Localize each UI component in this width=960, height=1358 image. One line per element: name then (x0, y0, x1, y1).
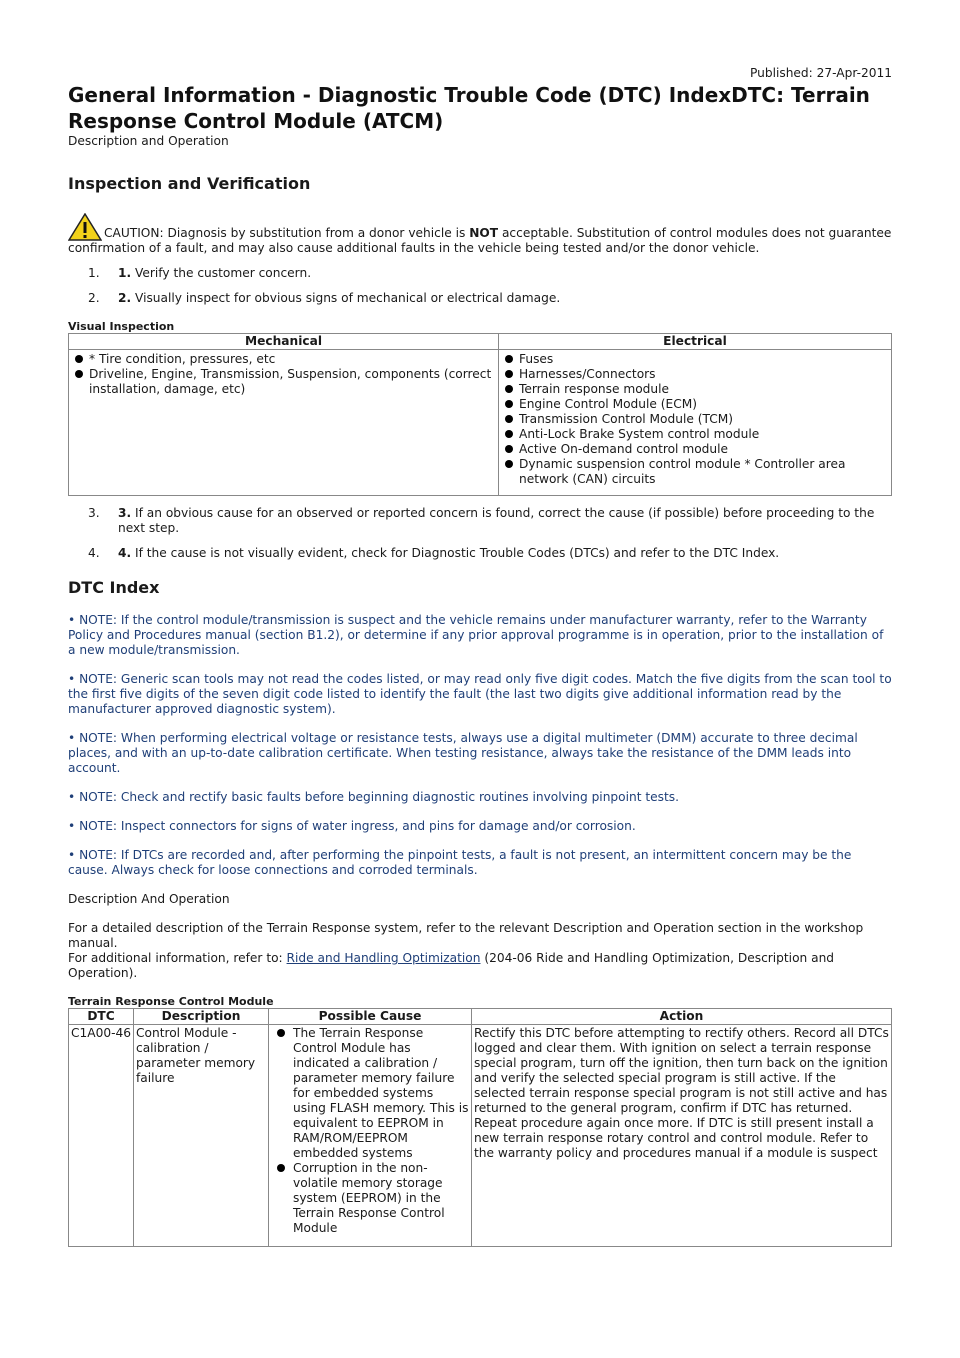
bullet-dot-icon (277, 1164, 285, 1172)
electrical-cell (499, 350, 892, 496)
cause-list (271, 1026, 469, 1236)
possible-cause-cell (269, 1025, 472, 1247)
bullet-text: Transmission Control Module (TCM) (519, 412, 733, 426)
description-header: Description (134, 1009, 269, 1025)
step-bold-number: 2. (118, 291, 132, 305)
bullet-text: Active On-demand control module (519, 442, 728, 456)
dtc-code-cell: C1A00-46 (69, 1025, 134, 1247)
step-bold-number: 3. (118, 506, 132, 520)
description-paragraph (68, 921, 892, 981)
bullet-text: Engine Control Module (ECM) (519, 397, 697, 411)
table-row (69, 1025, 892, 1247)
description-line-1: For a detailed description of the Terrain Response system, refer to the relevant Description and Operation section in the workshop manual. (68, 921, 864, 950)
ride-handling-link[interactable]: Ride and Handling Optimization (286, 951, 481, 965)
step-number: 1. (88, 266, 100, 280)
bullet-dot-icon (505, 445, 513, 453)
bullet-text: * Tire condition, pressures, etc (89, 352, 276, 366)
warning-triangle-icon (68, 213, 102, 241)
bullet-dot-icon (505, 385, 513, 393)
note-item: • NOTE: If the control module/transmission is suspect and the vehicle remains under manufacturer warranty, refer to the Warranty Policy and Procedures manual (section B1.2), or determine if any prior approval programme is in operation, prior to the installation of a new module/transmission. (68, 613, 884, 657)
step-number: 2. (88, 291, 100, 305)
inspection-heading: Inspection and Verification (68, 174, 311, 193)
bullet-text: Dynamic suspension control module * Controller area network (CAN) circuits (519, 457, 846, 486)
note-item: • NOTE: When performing electrical voltage or resistance tests, always use a digital multimeter (DMM) accurate to three decimal places, and with an up-to-date calibration certificate. When testing resistance, always take the resistance of the DMM leads into account. (68, 731, 858, 775)
bullet-item (503, 352, 887, 367)
cause-item (271, 1026, 469, 1161)
step-item (68, 266, 892, 281)
step-item (68, 506, 892, 536)
mechanical-header: Mechanical (69, 334, 499, 350)
caution-text: CAUTION: Diagnosis by substitution from a donor vehicle is NOT acceptable. Substitution of control modules does not guarantee confirmation of a fault, and may also cause additional faults in the vehicle being tested and/or the donor vehicle. (68, 226, 892, 255)
step-text: If an obvious cause for an observed or reported concern is found, correct the cause (if possible) before proceeding to the next step. (118, 506, 875, 535)
document-page (68, 66, 892, 1247)
bullet-text: Anti-Lock Brake System control module (519, 427, 760, 441)
steps-list-a (68, 266, 892, 306)
step-bold-number: 1. (118, 266, 132, 280)
bullet-item (503, 382, 887, 397)
electrical-header: Electrical (499, 334, 892, 350)
bullet-item (503, 442, 887, 457)
possible-cause-header: Possible Cause (269, 1009, 472, 1025)
bullet-text: Fuses (519, 352, 554, 366)
note-item: • NOTE: Check and rectify basic faults before beginning diagnostic routines involving pinpoint tests. (68, 790, 680, 804)
bullet-item (503, 412, 887, 427)
bullet-dot-icon (505, 460, 513, 468)
bullet-item (503, 427, 887, 442)
bullet-item (503, 397, 887, 412)
cause-text: The Terrain Response Control Module has indicated a calibration / parameter memory failure for embedded systems using FLASH memory. This is equivalent to EEPROM in RAM/ROM/EEPROM embedded systems (293, 1026, 469, 1160)
bullet-dot-icon (75, 370, 83, 378)
page-title: General Information - Diagnostic Trouble Code (DTC) IndexDTC: Terrain Response Control Module (ATCM) (68, 83, 870, 133)
step-text: Verify the customer concern. (131, 266, 312, 280)
dtc-index-heading: DTC Index (68, 578, 160, 597)
note-item: • NOTE: Inspect connectors for signs of water ingress, and pins for damage and/or corrosion. (68, 819, 636, 833)
notes-block (68, 613, 892, 878)
bullet-dot-icon (505, 370, 513, 378)
bullet-item (73, 367, 494, 397)
bullet-item (73, 352, 494, 367)
step-bold-number: 4. (118, 546, 132, 560)
action-cell: Rectify this DTC before attempting to rectify others. Record all DTCs logged and clear them. With ignition on select a terrain response special program, turn off the ignition, then turn back on the ignition and verify the selected special program is still active. If the selected terrain response special program is not still active and has returned to the general program, confirm if DTC has returned. Repeat procedure again once more. If DTC is still present install a new terrain response rotary control and control module. Refer to the warranty policy and procedures manual if a module is suspect (472, 1025, 892, 1247)
bullet-dot-icon (505, 430, 513, 438)
bullet-text: Driveline, Engine, Transmission, Suspension, components (correct installation, damage, etc) (89, 367, 492, 396)
action-header: Action (472, 1009, 892, 1025)
cause-item (271, 1161, 469, 1236)
bullet-dot-icon (277, 1029, 285, 1037)
bullet-item (503, 367, 887, 382)
bullet-dot-icon (505, 415, 513, 423)
step-text: If the cause is not visually evident, check for Diagnostic Trouble Codes (DTCs) and refer to the DTC Index. (131, 546, 780, 560)
visual-inspection-title: Visual Inspection (68, 320, 175, 333)
dtc-description-cell: Control Module - calibration / parameter memory failure (134, 1025, 269, 1247)
step-number: 3. (88, 506, 100, 520)
bullet-text: Harnesses/Connectors (519, 367, 656, 381)
note-item: • NOTE: Generic scan tools may not read the codes listed, or may read only five digit codes. Match the five digits from the scan tool to the first five digits of the seven digit code listed to identify the fault (the last two digits give additional information read by the manufacturer approved diagnostic system). (68, 672, 892, 716)
step-item (68, 546, 892, 561)
description-line-2: For additional information, refer to: Ride and Handling Optimization (204-06 Ride and Handling Optimization, Description and Operation). (68, 951, 835, 980)
note-item: • NOTE: If DTCs are recorded and, after performing the pinpoint tests, a fault is not present, an intermittent concern may be the cause. Always check for loose connections and corroded terminals. (68, 848, 852, 877)
step-number: 4. (88, 546, 100, 560)
step-text: Visually inspect for obvious signs of mechanical or electrical damage. (131, 291, 561, 305)
dtc-table (68, 1008, 892, 1247)
published-date: Published: 27-Apr-2011 (749, 66, 892, 80)
bullet-dot-icon (75, 355, 83, 363)
bullet-item (503, 457, 887, 487)
step-item (68, 291, 892, 306)
description-label: Description And Operation (68, 892, 230, 906)
visual-inspection-table (68, 333, 892, 496)
bullet-text: Terrain response module (519, 382, 670, 396)
caution-block (68, 213, 892, 256)
steps-list-b (68, 506, 892, 561)
page-subtitle: Description and Operation (68, 134, 229, 148)
bullet-dot-icon (505, 355, 513, 363)
cause-text: Corruption in the non-volatile memory storage system (EEPROM) in the Terrain Response Control Module (293, 1161, 445, 1235)
dtc-header: DTC (69, 1009, 134, 1025)
bullet-dot-icon (505, 400, 513, 408)
mechanical-cell (69, 350, 499, 496)
dtc-table-title: Terrain Response Control Module (68, 995, 274, 1008)
